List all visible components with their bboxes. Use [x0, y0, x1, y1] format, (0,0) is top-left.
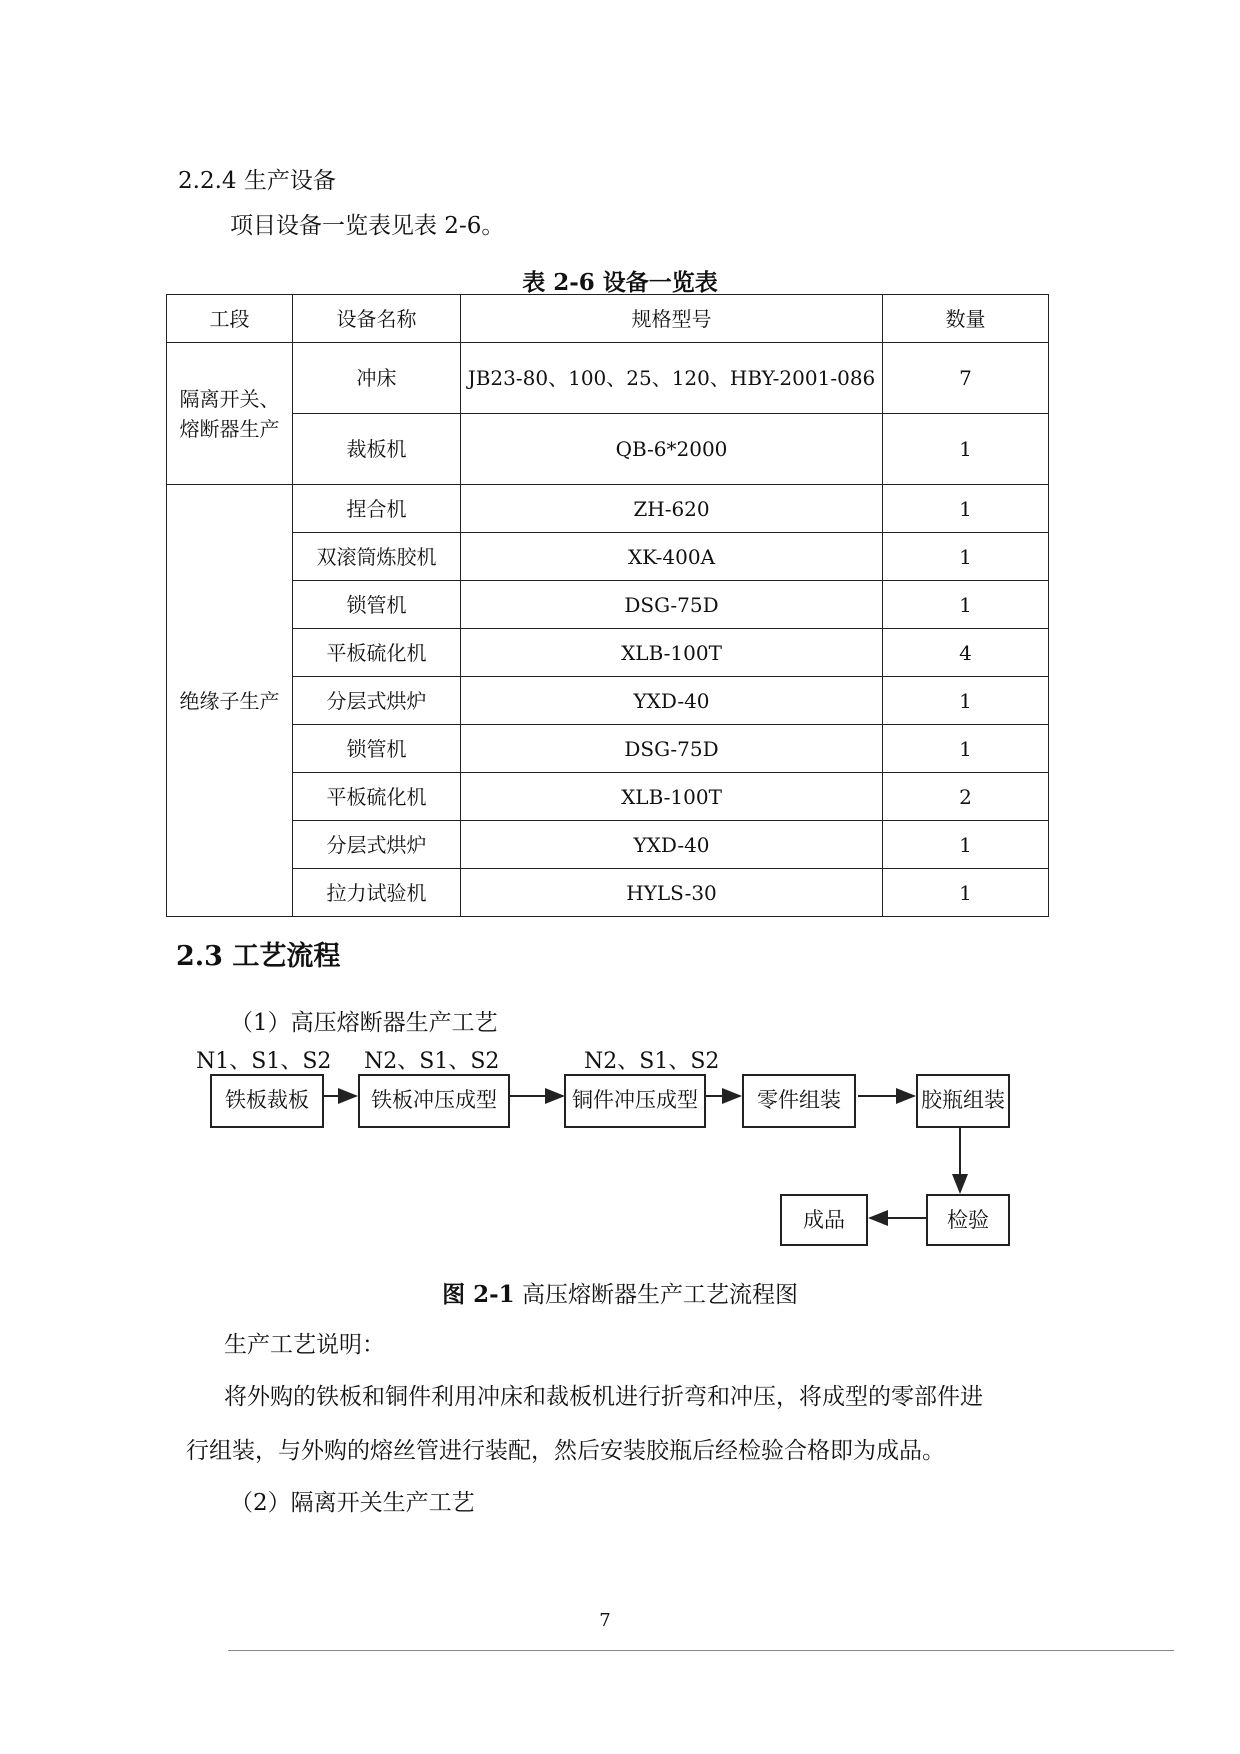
flow-step-inspection: 检验: [926, 1194, 1010, 1246]
device-name: 捏合机: [293, 485, 461, 533]
pollutant-label: N1、S1、S2: [196, 1049, 332, 1074]
device-name: 拉力试验机: [293, 869, 461, 917]
segment-cell: 隔离开关、熔断器生产: [167, 343, 293, 485]
device-qty: 1: [883, 869, 1049, 917]
header-device-name: 设备名称: [293, 295, 461, 343]
device-model: XLB-100T: [461, 629, 883, 677]
device-qty: 7: [883, 343, 1049, 414]
device-qty: 1: [883, 821, 1049, 869]
device-model: XK-400A: [461, 533, 883, 581]
device-name: 双滚筒炼胶机: [293, 533, 461, 581]
device-qty: 4: [883, 629, 1049, 677]
segment-cell: 绝缘子生产: [167, 485, 293, 917]
flow-step-bottle-assembly: 胶瓶组装: [916, 1074, 1010, 1128]
device-qty: 1: [883, 533, 1049, 581]
device-name: 锁管机: [293, 725, 461, 773]
device-qty: 1: [883, 581, 1049, 629]
device-qty: 1: [883, 414, 1049, 485]
subheading-fuse-process: （1）高压熔断器生产工艺: [230, 1010, 498, 1036]
device-qty: 1: [883, 725, 1049, 773]
flow-step-iron-stamping: 铁板冲压成型: [358, 1074, 510, 1128]
flow-step-copper-stamping: 铜件冲压成型: [564, 1074, 706, 1128]
device-name: 平板硫化机: [293, 773, 461, 821]
device-model: YXD-40: [461, 677, 883, 725]
footer-rule: [228, 1650, 1174, 1651]
device-model: ZH-620: [461, 485, 883, 533]
header-segment: 工段: [167, 295, 293, 343]
device-model: YXD-40: [461, 821, 883, 869]
figure-caption: [0, 1276, 1240, 1309]
device-model: DSG-75D: [461, 725, 883, 773]
header-quantity: 数量: [883, 295, 1049, 343]
process-description-body: 将外购的铁板和铜件利用冲床和裁板机进行折弯和冲压，将成型的零部件进: [224, 1384, 983, 1410]
table-caption: 表 2-6 设备一览表: [522, 269, 718, 296]
subheading-switch-process: （2）隔离开关生产工艺: [230, 1490, 475, 1516]
device-name: 锁管机: [293, 581, 461, 629]
device-name: 分层式烘炉: [293, 821, 461, 869]
device-qty: 1: [883, 677, 1049, 725]
process-description-title: 生产工艺说明：: [224, 1332, 385, 1358]
figure-caption-number: 图 2-1: [442, 1281, 515, 1308]
flow-step-finished-product: 成品: [780, 1194, 868, 1246]
process-description-body-cont: 行组装，与外购的熔丝管进行装配，然后安装胶瓶后经检验合格即为成品。: [186, 1438, 945, 1464]
device-qty: 1: [883, 485, 1049, 533]
device-model: DSG-75D: [461, 581, 883, 629]
device-model: QB-6*2000: [461, 414, 883, 485]
intro-paragraph: 项目设备一览表见表 2-6。: [230, 213, 505, 239]
device-qty: 2: [883, 773, 1049, 821]
section-heading-2-3: 2.3 工艺流程: [176, 941, 341, 972]
pollutant-label: N2、S1、S2: [364, 1049, 500, 1074]
device-model: HYLS-30: [461, 869, 883, 917]
device-model: XLB-100T: [461, 773, 883, 821]
figure-caption-text: 高压熔断器生产工艺流程图: [521, 1282, 798, 1308]
device-name: 冲床: [293, 343, 461, 414]
device-name: 裁板机: [293, 414, 461, 485]
flow-step-iron-cutting: 铁板裁板: [210, 1074, 324, 1128]
flow-step-parts-assembly: 零件组装: [742, 1074, 856, 1128]
section-heading-2-2-4: 2.2.4 生产设备: [178, 168, 336, 194]
device-name: 平板硫化机: [293, 629, 461, 677]
pollutant-label: N2、S1、S2: [584, 1049, 720, 1074]
device-model: JB23-80、100、25、120、HBY-2001-086: [461, 343, 883, 414]
header-model: 规格型号: [461, 295, 883, 343]
page-number: 7: [599, 1610, 611, 1631]
device-name: 分层式烘炉: [293, 677, 461, 725]
